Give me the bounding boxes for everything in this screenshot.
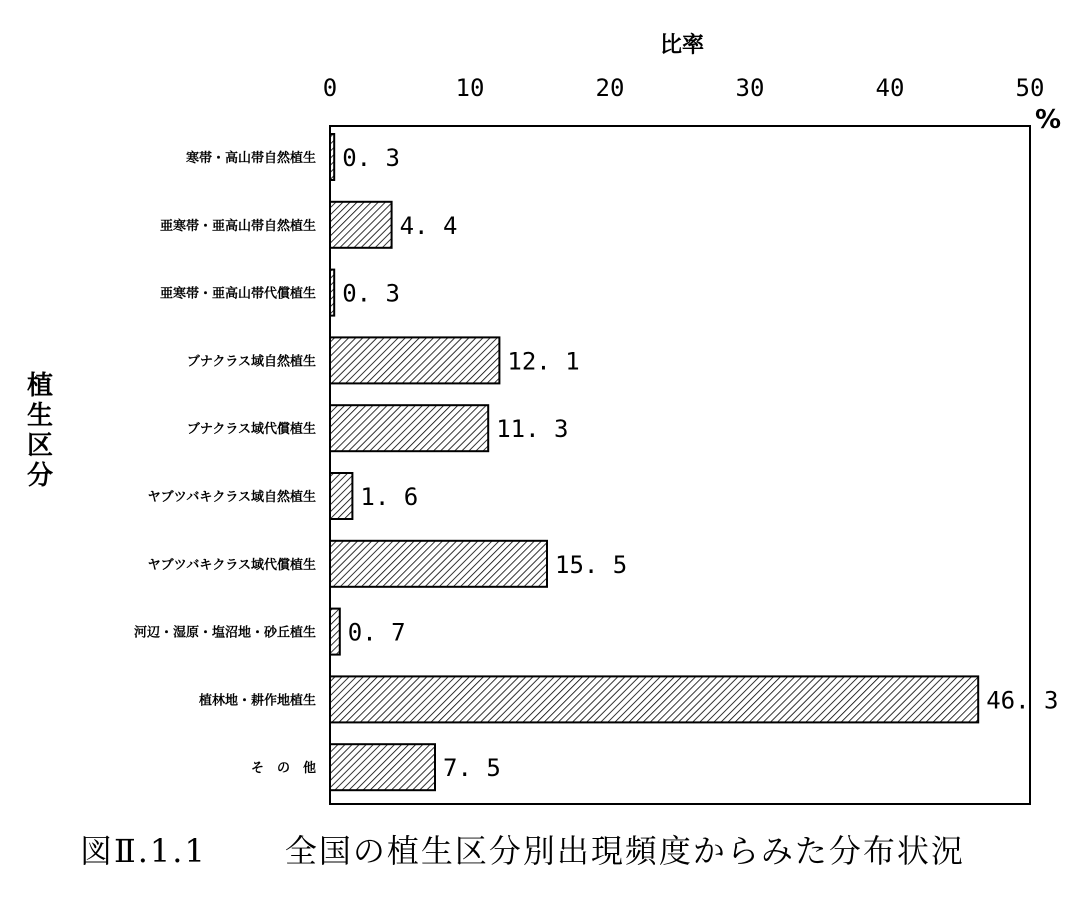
category-label: ヤブツバキクラス域代償植生: [147, 557, 316, 573]
category-label: 寒帯・高山帯自然植生: [185, 151, 316, 166]
y-axis-title-char: 植: [26, 371, 54, 401]
y-axis-title-char: 生: [26, 401, 54, 431]
value-label: 1. 6: [360, 483, 419, 511]
bar: [330, 473, 352, 519]
category-label: 河辺・湿原・塩沼地・砂丘植生: [133, 625, 316, 641]
y-axis-title: [27, 371, 53, 491]
y-axis-title-char: 分: [26, 461, 54, 491]
value-label: 4. 4: [399, 211, 458, 240]
value-label: 0. 3: [342, 279, 400, 308]
bar: [330, 676, 978, 722]
x-tick-label: 10: [455, 74, 485, 102]
figure-caption: [80, 826, 965, 872]
x-axis-unit: %: [1034, 105, 1062, 135]
bar: [330, 202, 392, 248]
caption-number: 図Ⅱ.1.1: [80, 832, 207, 870]
bar: [330, 744, 435, 790]
category-label: そ の 他: [250, 761, 316, 777]
x-tick-label: 20: [595, 74, 625, 102]
category-label: 亜寒帯・亜高山帯自然植生: [159, 218, 316, 234]
bar: [330, 405, 488, 451]
category-label: 植林地・耕作地植生: [198, 693, 316, 709]
y-axis-title-char: 区: [26, 431, 54, 461]
value-label: 0. 3: [342, 144, 400, 172]
x-tick-labels: [323, 74, 1045, 102]
bar: [330, 609, 340, 655]
value-label: 15. 5: [555, 550, 628, 579]
x-tick-label: 40: [875, 74, 905, 102]
value-label: 0. 7: [347, 618, 406, 647]
category-label: ブナクラス域代償植生: [186, 422, 316, 438]
x-axis-title: 比率: [659, 33, 705, 58]
category-label: ブナクラス域自然植生: [186, 354, 316, 370]
category-label: ヤブツバキクラス域自然植生: [147, 490, 316, 505]
category-label: 亜寒帯・亜高山帯代償植生: [159, 286, 316, 302]
value-label: 7. 5: [443, 754, 501, 783]
value-label: 12. 1: [507, 347, 580, 376]
category-labels: [134, 150, 316, 776]
value-label: 11. 3: [496, 415, 569, 444]
bar: [330, 270, 334, 316]
x-tick-label: 30: [735, 74, 765, 102]
x-tick-label: 50: [1015, 74, 1045, 102]
caption-text: 全国の植生区分別出現頻度からみた分布状況: [284, 832, 965, 870]
bar: [330, 337, 499, 383]
bar: [330, 541, 547, 587]
x-tick-label: 0: [322, 74, 338, 102]
bar: [330, 134, 334, 180]
value-label: 46. 3: [986, 686, 1059, 715]
